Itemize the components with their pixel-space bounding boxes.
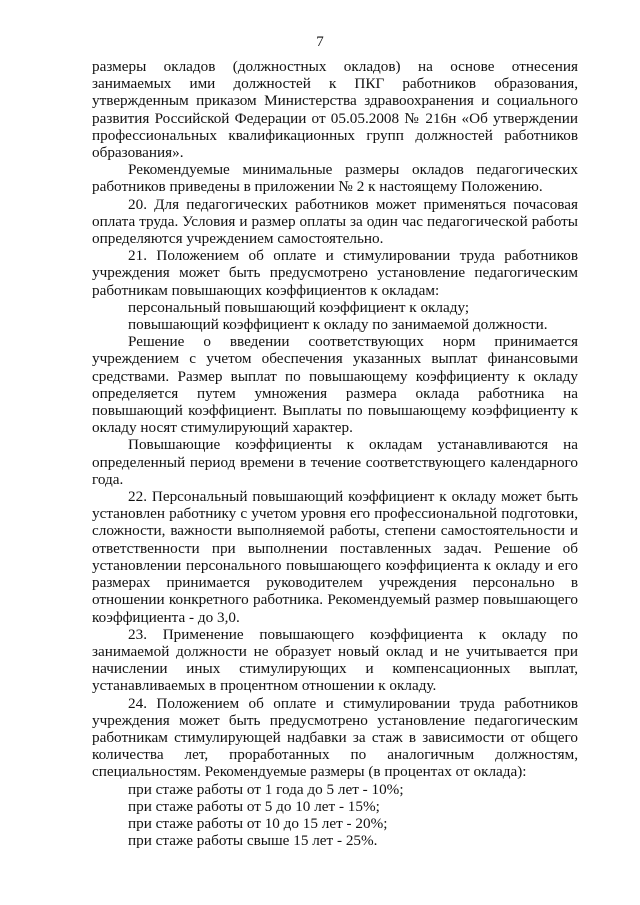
page-number: 7 <box>316 34 324 50</box>
paragraph-item-23: 23. Применение повышающего коэффициента к окладу по занимаемой должности не образует новый оклад и не учитывается при начислении иных стимулирующих и компенсационных выплат, устанавливаемых в процентном отношении к окладу. <box>92 625 578 695</box>
paragraph-item-20: 20. Для педагогических работников может применяться почасовая оплата труда. Условия и размер оплаты за один час педагогической работы определяются учреждением самостоятельно. <box>92 195 578 248</box>
list-item-seniority-1-5: при стаже работы от 1 года до 5 лет - 10%; <box>128 780 404 798</box>
paragraph-decision: Решение о введении соответствующих норм принимается учреждением с учетом обеспечения указанных выплат финансовыми средствами. Размер выплат по повышающему коэффициенту к окладу определяется путем умножения размера оклада работника на повышающий коэффициент. Выплаты по повышающему коэффициенту к окладу носят стимулирующий характер. <box>92 333 578 437</box>
paragraph-coefficient-period: Повышающие коэффициенты к окладам устанавливаются на определенный период времени в течение соответствующего календарного года. <box>92 436 578 488</box>
paragraph-item-22: 22. Персональный повышающий коэффициент к окладу может быть установлен работнику с учетом уровня его профессиональной подготовки, сложности, важности выполняемой работы, степени самостоятельности и ответственности при выполнении поставленных задач. Решение об установлении персонального повышающего коэффициента к окладу и его размерах принимается руководителем учреждения персонально в отношении конкретного работника. Рекомендуемый размер повышающего коэффициента - до 3,0. <box>92 488 578 626</box>
list-item-position-coefficient: повышающий коэффициент к окладу по занимаемой должности. <box>128 316 548 334</box>
paragraph-item-21: 21. Положением об оплате и стимулировании труда работников учреждения может быть предусмотрено установление педагогическим работникам повышающих коэффициентов к окладам: <box>92 247 578 299</box>
list-item-seniority-15-plus: при стаже работы свыше 15 лет - 25%. <box>128 832 378 850</box>
paragraph-salary-basis: размеры окладов (должностных окладов) на основе отнесения занимаемых ими должностей к ПКГ работников образования, утвержденным приказом Министерства здравоохранения и социального развития Российской Федерации от 05.05.2008 № 216н «Об утверждении профессиональных квалификационных групп должностей работников образования». <box>92 58 578 162</box>
paragraph-minimum-salaries: Рекомендуемые минимальные размеры окладов педагогических работников приведены в приложении № 2 к настоящему Положению. <box>92 161 578 196</box>
paragraph-item-24: 24. Положением об оплате и стимулировании труда работников учреждения может быть предусмотрено установление педагогическим работникам стимулирующей надбавки за стаж в зависимости от общего количества лет, проработанных по аналогичным должностям, специальностям. Рекомендуемые размеры (в процентах от оклада): <box>92 694 578 781</box>
document-body <box>92 58 578 849</box>
list-item-seniority-5-10: при стаже работы от 5 до 10 лет - 15%; <box>128 797 380 815</box>
list-item-seniority-10-15: при стаже работы от 10 до 15 лет - 20%; <box>128 814 388 832</box>
list-item-personal-coefficient: персональный повышающий коэффициент к окладу; <box>128 298 470 316</box>
